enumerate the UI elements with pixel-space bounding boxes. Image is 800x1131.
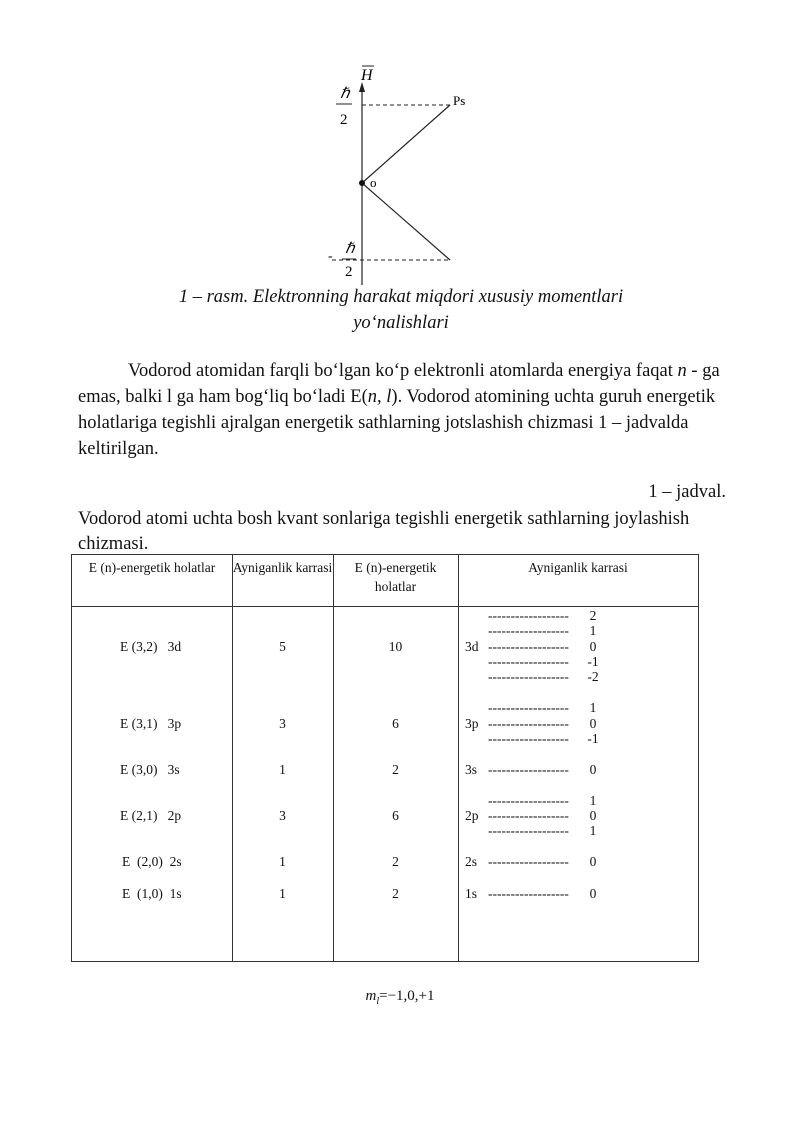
table-number: 1 – jadval. bbox=[648, 482, 726, 502]
label-1s: 1s bbox=[465, 886, 478, 901]
deg-3p: 3 bbox=[279, 716, 286, 731]
count-3d: 10 bbox=[388, 639, 403, 654]
dash-line: ------------------ bbox=[488, 854, 569, 869]
momentum-diagram bbox=[320, 60, 500, 290]
dash-line: ------------------ bbox=[488, 654, 569, 669]
level-value: -2 bbox=[587, 669, 599, 684]
deg-3s: 1 bbox=[279, 762, 286, 777]
dash-line: ------------------ bbox=[488, 669, 569, 684]
dash-line: ------------------ bbox=[488, 731, 569, 746]
label-2s: 2s bbox=[465, 854, 478, 869]
bottom-hbar: ℏ bbox=[345, 241, 355, 257]
ps-vector-up bbox=[362, 105, 450, 183]
level-value: 0 bbox=[589, 854, 597, 869]
top-denominator: 2 bbox=[340, 112, 348, 128]
body-paragraph: Vodorod atomidan farqli bo‘lgan ko‘p elektronli atomlarda energiya faqat n - ga emas, balki l ga ham bog‘liq bo‘ladi E(n, l). Vodorod atomining uchta guruh energetik holatlariga tegishli ajralgan energetik sathlarning jotslashish chizmasi 1 – jadvalda keltirilgan. bbox=[78, 361, 720, 459]
level-value: 0 bbox=[589, 762, 597, 777]
level-value: 0 bbox=[589, 886, 597, 901]
dash-line: ------------------ bbox=[488, 700, 569, 715]
vector-label-h: H bbox=[361, 67, 373, 84]
state-1s: E (1,0) 1s bbox=[122, 886, 182, 901]
figure-caption-line2: yo‘nalishlari bbox=[353, 313, 449, 333]
level-value: 1 bbox=[589, 793, 597, 808]
count-2p: 6 bbox=[392, 808, 399, 823]
deg-2s: 1 bbox=[279, 854, 286, 869]
state-2p: E (2,1) 2p bbox=[120, 808, 182, 823]
deg-2p: 3 bbox=[279, 808, 286, 823]
level-value: 1 bbox=[589, 700, 597, 715]
energy-levels-table bbox=[71, 554, 699, 962]
dash-line: ------------------ bbox=[488, 762, 569, 777]
state-3d: E (3,2) 3d bbox=[120, 639, 182, 654]
dash-line: ------------------ bbox=[488, 623, 569, 638]
dash-line: ------------------ bbox=[488, 823, 569, 838]
dash-line: ------------------ bbox=[488, 793, 569, 808]
label-3p: 3p bbox=[465, 716, 479, 731]
level-value: -1 bbox=[587, 731, 599, 746]
origin-label: o bbox=[370, 175, 377, 190]
formula: $m_l=-1,0,+1$ bbox=[365, 988, 435, 1007]
count-3p: 6 bbox=[392, 716, 399, 731]
dash-line: ------------------ bbox=[488, 608, 569, 623]
bottom-denominator: 2 bbox=[345, 264, 353, 280]
header-energy-states-2: E (n)-energetik holatlar bbox=[354, 560, 437, 594]
state-2s: E (2,0) 2s bbox=[122, 854, 182, 869]
level-value: 1 bbox=[589, 823, 597, 838]
origin-dot bbox=[359, 180, 365, 186]
level-value: 0 bbox=[589, 716, 597, 731]
count-3s: 2 bbox=[392, 762, 399, 777]
dash-line: ------------------ bbox=[488, 886, 569, 901]
header-degeneracy: Ayniganlik karrasi bbox=[232, 560, 333, 575]
level-value: 2 bbox=[589, 608, 597, 623]
header-energy-states: E (n)-energetik holatlar bbox=[88, 560, 216, 575]
label-2p: 2p bbox=[465, 808, 479, 823]
top-hbar: ℏ bbox=[340, 86, 350, 102]
level-value: -1 bbox=[587, 654, 599, 669]
level-value: 0 bbox=[589, 808, 597, 823]
dash-line: ------------------ bbox=[488, 639, 569, 654]
state-3p: E (3,1) 3p bbox=[120, 716, 182, 731]
dash-line: ------------------ bbox=[488, 716, 569, 731]
bottom-minus: - bbox=[328, 249, 333, 264]
dash-line: ------------------ bbox=[488, 808, 569, 823]
count-2s: 2 bbox=[392, 854, 399, 869]
state-3s: E (3,0) 3s bbox=[120, 762, 180, 777]
deg-3d: 5 bbox=[279, 639, 286, 654]
label-3d: 3d bbox=[465, 639, 479, 654]
level-value: 1 bbox=[589, 623, 597, 638]
level-value: 0 bbox=[589, 639, 597, 654]
count-1s: 2 bbox=[392, 886, 399, 901]
deg-1s: 1 bbox=[279, 886, 286, 901]
ps-vector-down bbox=[362, 183, 450, 260]
label-3s: 3s bbox=[465, 762, 478, 777]
table-title: Vodorod atomi uchta bosh kvant sonlariga tegishli energetik sathlarning joylashish chizmasi. bbox=[78, 509, 690, 554]
ps-label: Ps bbox=[453, 93, 466, 108]
header-degeneracy-scheme: Ayniganlik karrasi bbox=[528, 560, 628, 575]
figure-caption-line1: 1 – rasm. Elektronning harakat miqdori xususiy momentlari bbox=[178, 287, 624, 307]
